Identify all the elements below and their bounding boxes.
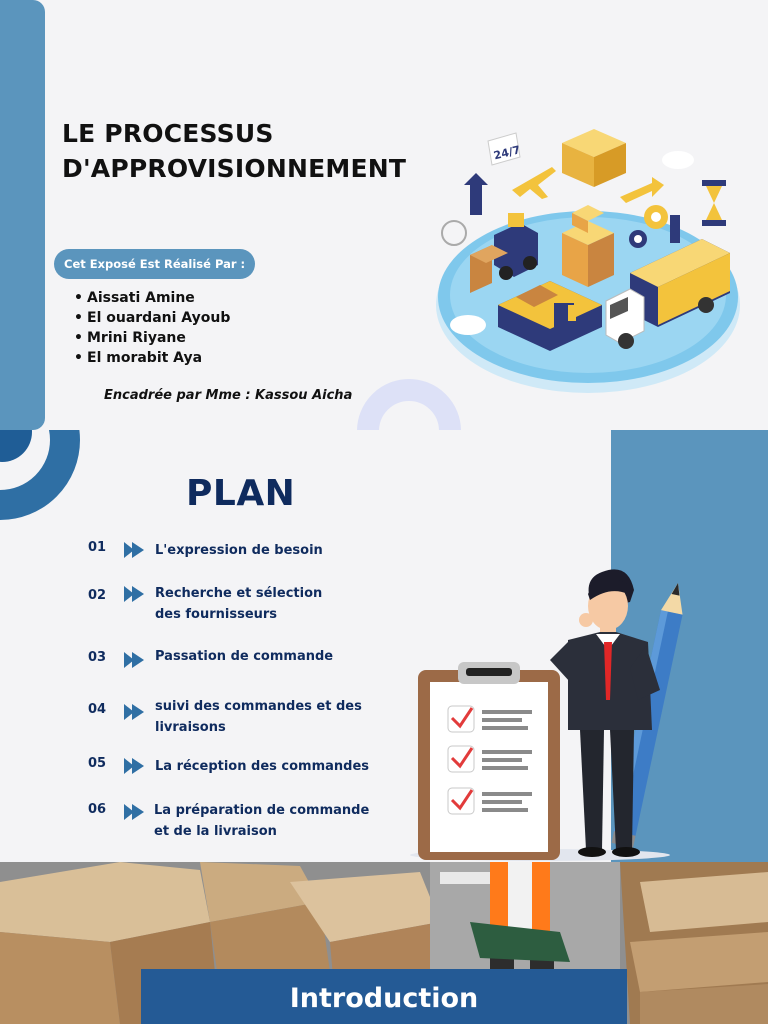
logistics-illustration-icon bbox=[430, 105, 750, 405]
member-item: • Aissati Amine bbox=[74, 288, 230, 308]
plan-item-number: 06 bbox=[88, 802, 107, 817]
plan-item-number: 04 bbox=[88, 702, 107, 717]
left-accent-bar bbox=[0, 0, 45, 430]
plan-item-text: La préparation de commande et de la livraison bbox=[154, 803, 370, 839]
introduction-title: Introduction bbox=[289, 983, 479, 1014]
plan-item-number: 03 bbox=[88, 650, 107, 665]
plan-item bbox=[0, 699, 420, 746]
title-line-2: D'APPROVISIONNEMENT bbox=[62, 154, 407, 183]
play-arrow-icon bbox=[124, 702, 146, 722]
play-arrow-icon bbox=[124, 802, 146, 822]
play-arrow-icon bbox=[124, 756, 146, 776]
presentation-title bbox=[62, 116, 406, 186]
member-item: • El morabit Aya bbox=[74, 348, 230, 368]
plan-item-text: Passation de commande bbox=[155, 649, 334, 664]
member-item: • Mrini Riyane bbox=[74, 328, 230, 348]
plan-item-number: 05 bbox=[88, 756, 107, 771]
plan-title: PLAN bbox=[186, 473, 296, 514]
plan-slide bbox=[0, 430, 768, 862]
introduction-slide bbox=[0, 862, 768, 1024]
plan-item bbox=[0, 650, 420, 694]
introduction-banner bbox=[141, 969, 627, 1024]
plan-item bbox=[0, 586, 420, 630]
plan-item-number: 02 bbox=[88, 588, 107, 603]
plan-item-number: 01 bbox=[88, 540, 107, 555]
plan-item-text: La réception des commandes bbox=[155, 759, 370, 774]
plan-item-text: suivi des commandes et des livraisons bbox=[155, 699, 362, 735]
plan-item-text: Recherche et sélection des fournisseurs bbox=[155, 586, 323, 622]
member-item: • El ouardani Ayoub bbox=[74, 308, 230, 328]
plan-item bbox=[0, 802, 420, 846]
businessman-checklist-icon bbox=[390, 550, 690, 862]
realized-by-badge: Cet Exposé Est Réalisé Par : bbox=[54, 249, 255, 279]
title-slide bbox=[0, 0, 768, 430]
members-list bbox=[74, 288, 230, 368]
plan-item bbox=[0, 540, 420, 584]
play-arrow-icon bbox=[124, 650, 146, 670]
play-arrow-icon bbox=[124, 584, 146, 604]
svg-text:24/7: 24/7 bbox=[492, 143, 522, 163]
plan-item-text: L'expression de besoin bbox=[155, 543, 323, 558]
247-badge-icon bbox=[488, 133, 522, 165]
play-arrow-icon bbox=[124, 540, 146, 560]
plan-item bbox=[0, 756, 420, 800]
supervisor-line: Encadrée par Mme : Kassou Aicha bbox=[104, 388, 353, 403]
title-line-1: LE PROCESSUS bbox=[62, 119, 274, 148]
